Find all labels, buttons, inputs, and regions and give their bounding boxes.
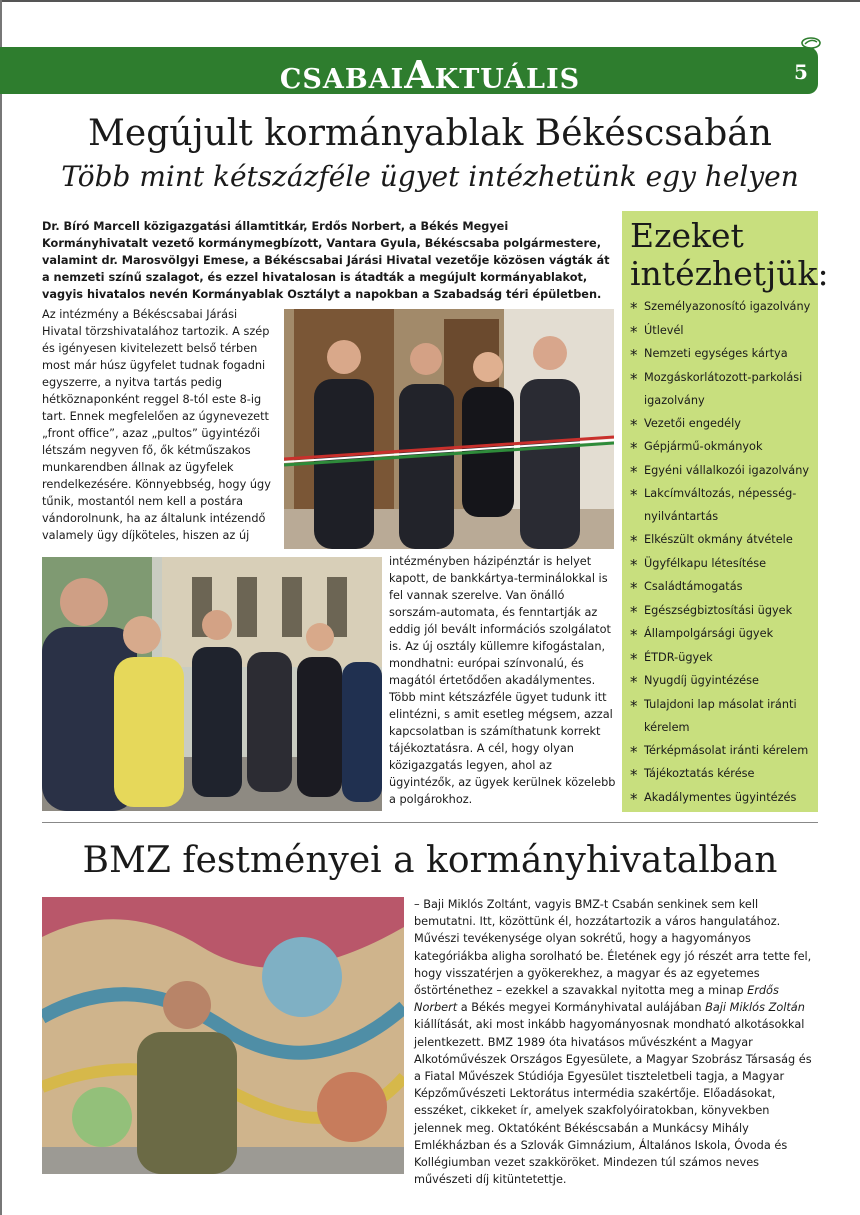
title-part-a: A	[404, 52, 435, 97]
page-frame-top	[0, 0, 860, 2]
article2-text-part: a Békés megyei Kormányhivatal aulájában	[457, 1001, 706, 1015]
list-item: * Vezetői engedély	[630, 412, 816, 436]
article2-name-erdos: Erdős Norbert	[414, 984, 779, 1015]
list-item: * Személyazonosító igazolvány	[630, 295, 816, 319]
article2-title: BMZ festményei a kormányhivatalban	[82, 840, 778, 881]
section-divider	[42, 822, 818, 823]
article1-lead: Dr. Bíró Marcell közigazgatási államtitkár, Erdős Norbert, a Békés Megyei Kormányhivatalt vezető kormánymegbízott, Vantara Gyula, Békéscsaba polgármestere, valamint dr. Marosvölgyi Emese, a Békéscsabai Járási Hivatal vezetője közösen vágták át a nemzeti színű szalagot, és ezzel hivatalosan is átadták a megújult kormányablakot, vagyis hivatalos nevén Kormányablak Osztályt a napokban a Szabadság téri épületben.	[42, 220, 610, 301]
list-item: * Útlevél	[630, 319, 816, 343]
crowd-photo	[42, 557, 382, 811]
list-item: * Nemzeti egységes kártya	[630, 342, 816, 366]
artist-with-painting-photo	[42, 897, 404, 1174]
list-item: * Lakcímváltozás, népesség-nyilvántartás	[630, 482, 816, 528]
article1-column-b: intézményben házipénztár is helyet kapott, de bankkártya-terminálokkal is fel vannak szerelve. Van önálló sorszám-automata, és fenntartják az eddig jól bevált információs szolgálatot is. Az új osztály küllemre kifogástalan, mondhatni: európai színvonalú, és magától értetődően akadálymentes. Több mint kétszázféle ügyet tudunk itt elintézni, s amit esetleg mégsem, azzal kapcsolatban is számíthatunk korrekt tájékoztatásra. A cél, hogy olyan közigazgatás legyen, ahol az ügyintézők, az ügyek kerülnek közelebb a polgárokhoz.	[389, 555, 616, 806]
list-item: * Mozgáskorlátozott-parkolási igazolvány	[630, 366, 816, 412]
services-sidebar	[622, 211, 829, 812]
list-item: * Nyugdíj ügyintézése	[630, 669, 816, 693]
ribbon-cutting-photo	[284, 309, 614, 549]
list-item: * Egészségbiztosítási ügyek	[630, 599, 816, 623]
list-item: * Akadálymentes ügyintézés	[630, 786, 816, 810]
page-number: 5	[794, 60, 808, 84]
list-item: * ÉTDR-ügyek	[630, 646, 816, 670]
title-part-csabai: CSABAI	[279, 64, 405, 95]
list-item: * Tájékoztatás kérése	[630, 762, 816, 786]
list-item: * Ügyfélkapu létesítése	[630, 552, 816, 576]
list-item: * Gépjármű-okmányok	[630, 435, 816, 459]
article1-title: Megújult kormányablak Békéscsabán	[88, 113, 772, 154]
list-item: * Térképmásolat iránti kérelem	[630, 739, 816, 763]
list-item: * Elkészült okmány átvétele	[630, 528, 816, 552]
article2-text-part: – Baji Miklós Zoltánt, vagyis BMZ-t Csabán senkinek sem kell bemutatni. Itt, közöttünk él, hozzátartozik a város hangulatához. Művészi tevékenysége olyan sokrétű, hogy a hagyományos kategóriákba aligha sorolható be. Életének egy jó részét arra tette fel, hogy visszatérjen a gyökerekhez, a magyar és az egyetemes őstörténethez – ezekkel a szavakkal nyitotta meg a minap	[414, 898, 812, 998]
list-item: * Családtámogatás	[630, 575, 816, 599]
article2-body	[414, 896, 818, 1188]
list-item: * Egyéni vállalkozói igazolvány	[630, 459, 816, 483]
title-part-ktualis: KTUÁLIS	[434, 64, 581, 95]
article2-text-part: kiállítását, aki most inkább hagyományosnak mondható alkotásokkal jelentkezett. BMZ 1989 óta hivatásos művészként a Magyar Alkotóművészek Országos Egyesülete, a Magyar Szobrász Társaság és a Fiatal Művészek Stúdiója Egyesület tiszteletbeli tagja, a Magyar Képzőművészeti Lektorátus intermédia szakértője. Előadásokat, esszéket, cikkeket ír, amelyek szakfolyóiratokban, könyvekben jelennek meg. Oktatóként Békéscsabán a Munkácsy Mihály Emlékházban és a Szlovák Gimnázium, Általános Iskola, Óvoda és Kollégiumban vezet szakköröket. Mindezen túl számos neves művészeti díj kitüntetettje.	[414, 1018, 812, 1187]
list-item: * Tulajdoni lap másolat iránti kérelem	[630, 693, 816, 739]
magazine-title	[0, 52, 860, 97]
article1-column-a: Az intézmény a Békéscsabai Járási Hivatal törzshivatalához tartozik. A szép és igényesen kivitelezett belső térben most már húsz ügyfelet tudnak fogadni egyszerre, a nyitva tartás pedig hétköznaponként reggel 8-tól este 8-ig tart. Ennek megfelelően az úgynevezett „front office”, azaz „pultos” ügyintézői létszám negyven fő, ők kétműszakos munkarendben állnak az ügyfelek rendelkezésére. Könnyebbség, hogy úgy tűnik, mostantól nem kell a postára vándorolnunk, ha az általunk intézendő valamely ügy díjköteles, hiszen az új	[42, 308, 271, 542]
article1-subtitle: Több mint kétszázféle ügyet intézhetünk egy helyen	[61, 160, 799, 193]
article2-name-baji: Baji Miklós Zoltán	[705, 1001, 805, 1015]
services-list	[630, 295, 816, 809]
list-item: * Állampolgársági ügyek	[630, 622, 816, 646]
sidebar-title: Ezeket intézhetjük:	[630, 216, 829, 293]
